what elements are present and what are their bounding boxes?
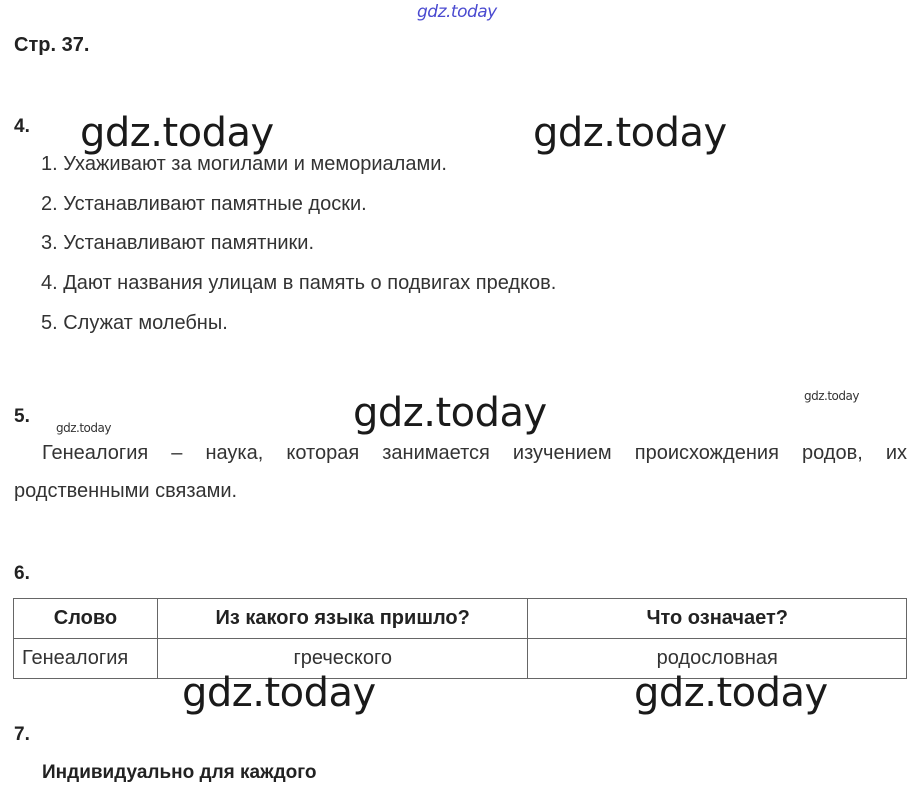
task-6-number: 6. — [14, 563, 30, 584]
table-row — [14, 639, 907, 679]
task-4-item-5: 5. Служат молебны. — [41, 312, 228, 334]
table-cell-meaning: родословная — [528, 639, 907, 679]
task-4-item-4: 4. Дают названия улицам в память о подвигах предков. — [41, 272, 557, 294]
table-header-meaning: Что означает? — [528, 599, 907, 639]
watermark-task5-small-right: gdz.today — [804, 389, 859, 403]
watermark-top: gdz.today — [417, 2, 497, 22]
table-cell-word: Генеалогия — [14, 639, 158, 679]
task-4-item-2: 2. Устанавливают памятные доски. — [41, 193, 367, 215]
watermark-task6-right: gdz.today — [634, 670, 828, 716]
task-5-number: 5. — [14, 406, 30, 427]
task-7-answer: Индивидуально для каждого — [42, 762, 317, 783]
task-7-number: 7. — [14, 724, 30, 745]
task-4-number: 4. — [14, 116, 30, 137]
watermark-task5-center: gdz.today — [353, 390, 547, 436]
table-cell-origin-language: греческого — [157, 639, 528, 679]
task-5-definition-line1: Генеалогия – наука, которая занимается изучением происхождения родов, их — [42, 442, 907, 464]
watermark-task4-right: gdz.today — [533, 110, 727, 156]
table-header-word: Слово — [14, 599, 158, 639]
watermark-task4-left: gdz.today — [80, 110, 274, 156]
task-4-item-1: 1. Ухаживают за могилами и мемориалами. — [41, 153, 447, 175]
watermark-task6-left: gdz.today — [182, 670, 376, 716]
page-label: Стр. 37. — [14, 34, 90, 56]
watermark-task5-small-left: gdz.today — [56, 421, 111, 435]
task-4-item-3: 3. Устанавливают памятники. — [41, 232, 315, 254]
table-header-row — [14, 599, 907, 639]
word-origin-table — [13, 598, 907, 679]
task-5-definition-line2: родственными связами. — [14, 480, 238, 502]
table-header-origin-language: Из какого языка пришло? — [157, 599, 528, 639]
